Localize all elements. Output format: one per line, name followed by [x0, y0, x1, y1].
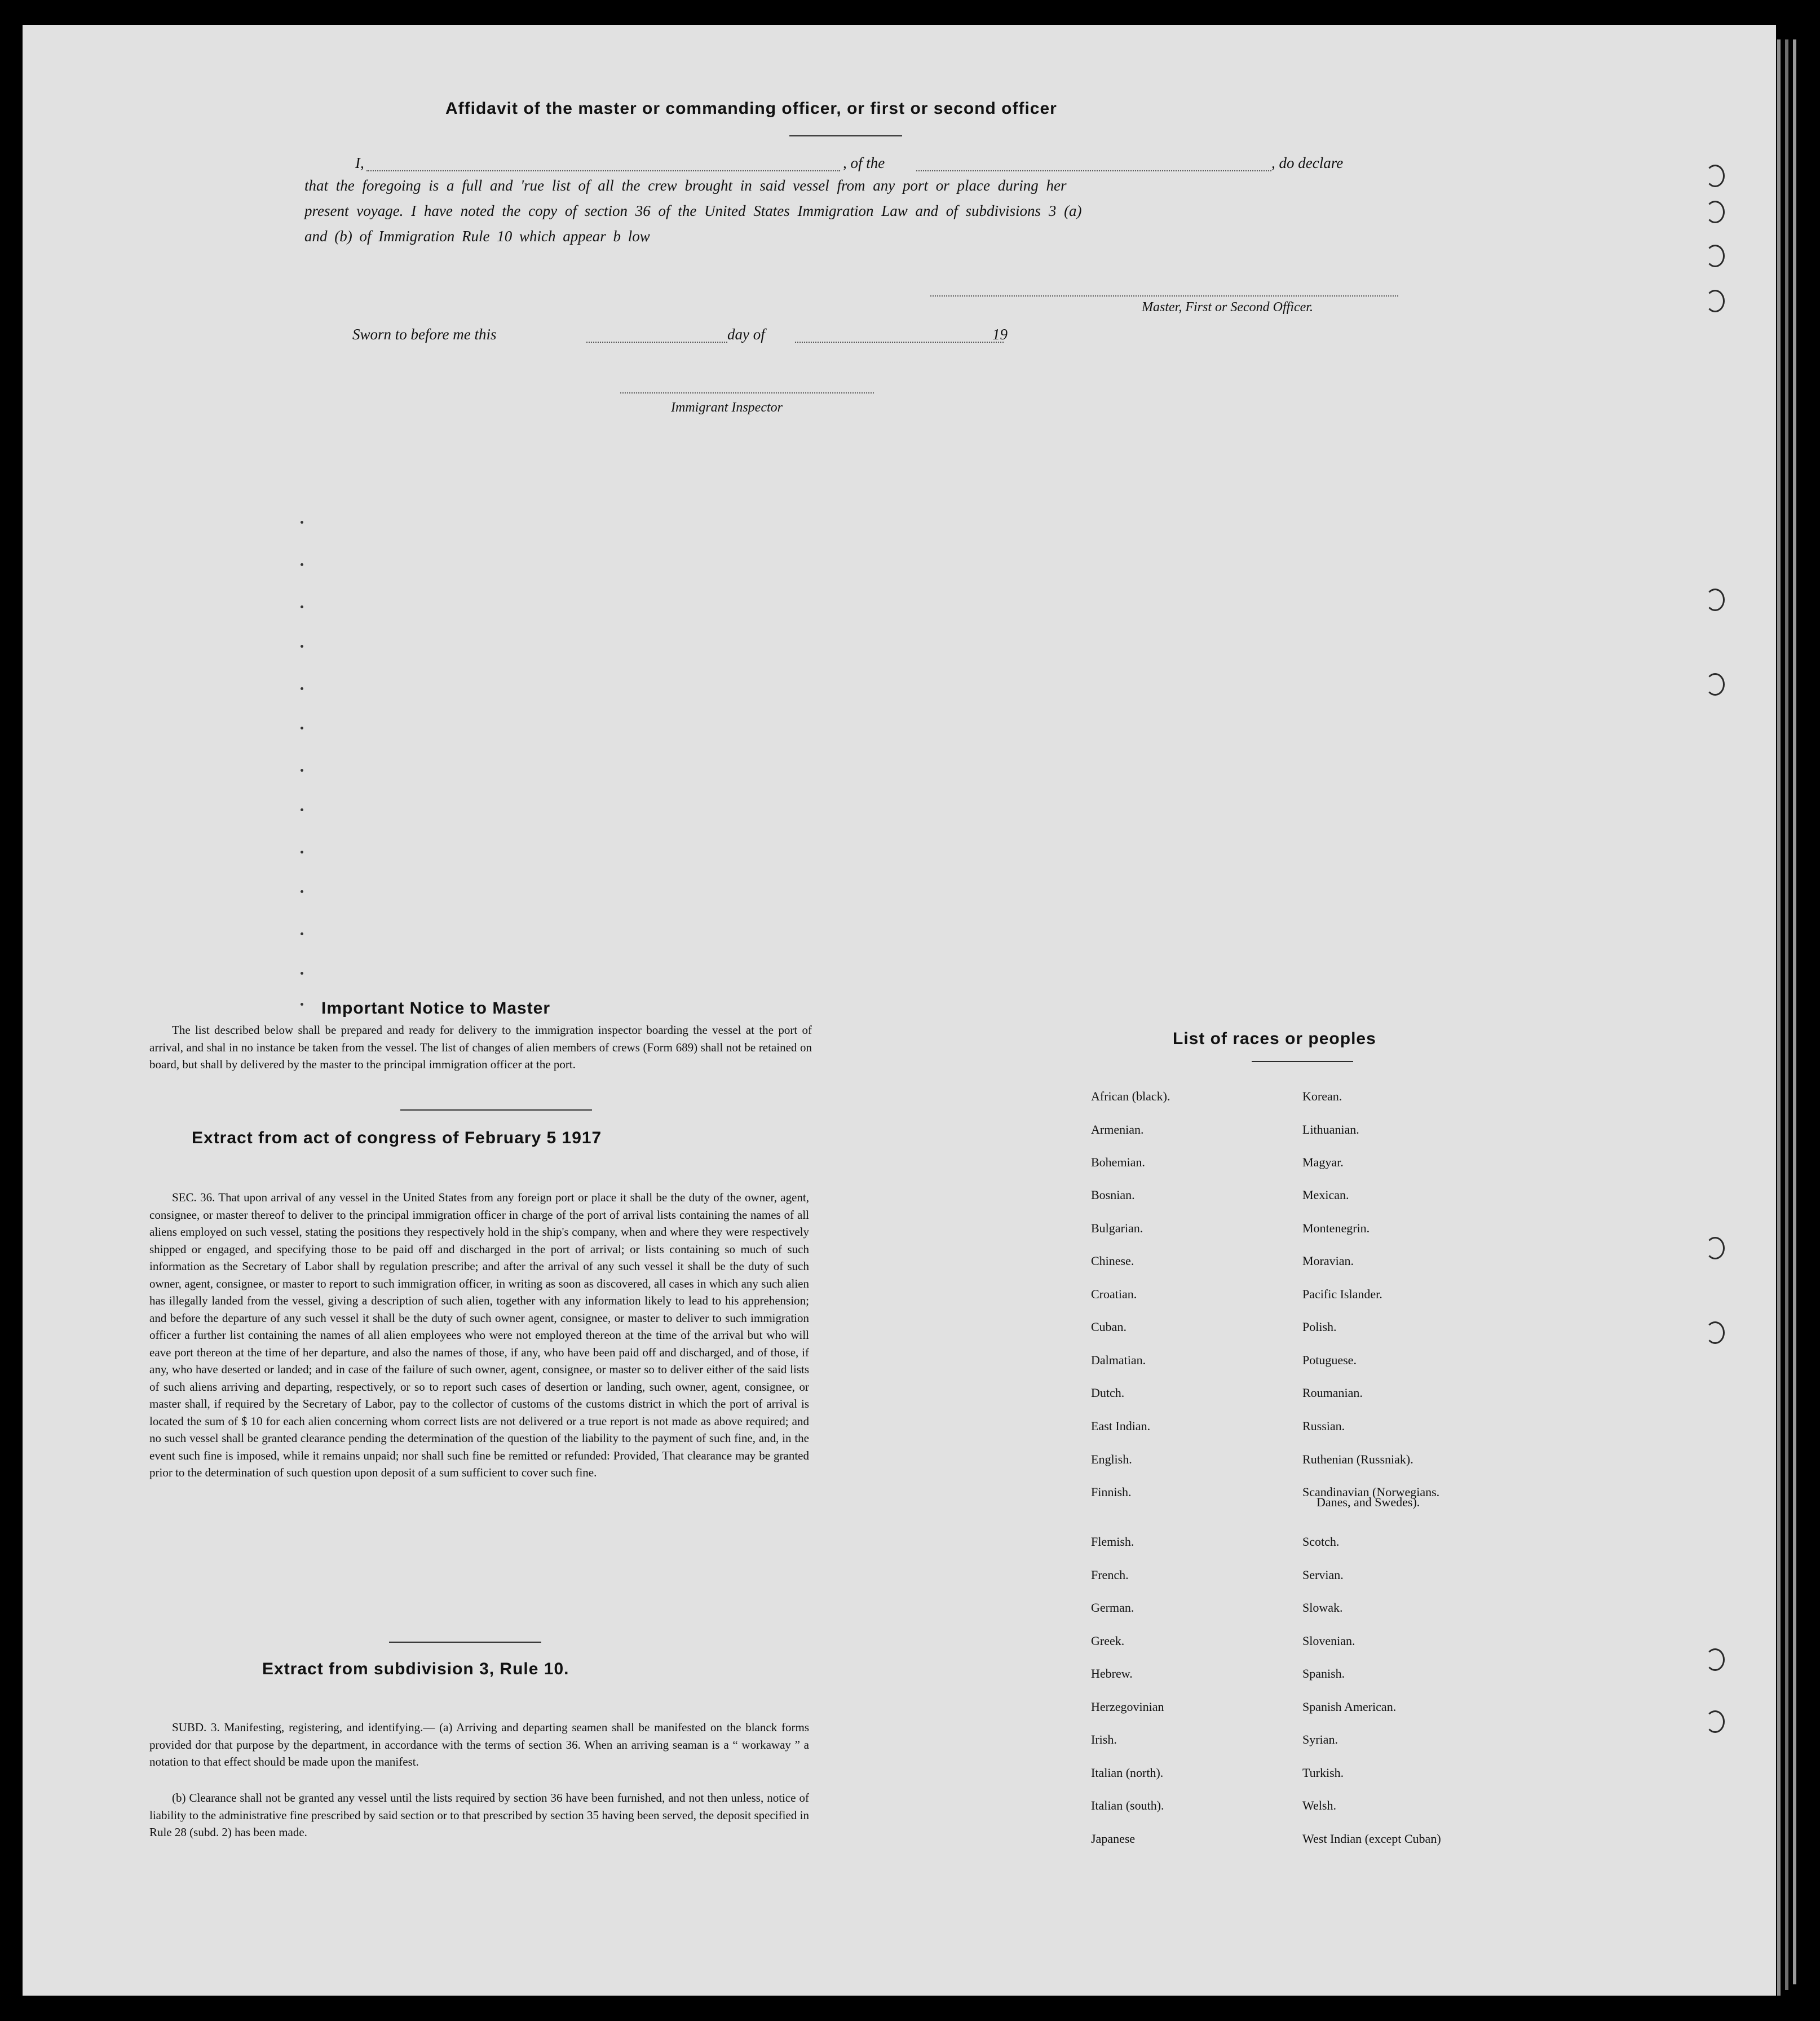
binder-hole: [1706, 1648, 1725, 1671]
race-item-right-9: Potuguese.: [1302, 1353, 1357, 1367]
race-item-right-18: Spanish.: [1302, 1666, 1345, 1681]
act-extract-title: Extract from act of congress of February 5 1917: [192, 1129, 602, 1147]
margin-dot: [301, 727, 303, 729]
race-item-right-7: Pacific Islander.: [1302, 1287, 1382, 1301]
margin-dot: [301, 1003, 303, 1006]
race-item-left-20: Irish.: [1091, 1732, 1117, 1746]
race-item-right-12: Ruthenian (Russniak).: [1302, 1452, 1413, 1466]
race-item-right-4: Mexican.: [1302, 1188, 1349, 1202]
race-item-left-17: Greek.: [1091, 1634, 1125, 1648]
race-item-right-2: Lithuanian.: [1302, 1122, 1359, 1136]
binder-hole: [1706, 1237, 1725, 1259]
race-item-right-17: Slovenian.: [1302, 1634, 1355, 1648]
act-extract-rule: [389, 1642, 541, 1643]
race-item-right-13: Scandinavian (Norwegians.: [1302, 1485, 1440, 1499]
notice-text: The list described below shall be prepared and ready for delivery to the immigration inspector boarding the vessel at the port of arrival, and shal in no instance be taken from the vessel. The list of changes of alien members of crews (Form 689) shall not be retained on board, but shall by delivered by the master to the principal immigration officer at the port.: [149, 1023, 812, 1071]
race-item-left-12: English.: [1091, 1452, 1132, 1466]
binder-hole: [1706, 201, 1725, 223]
margin-dot: [301, 687, 303, 690]
margin-dot: [301, 972, 303, 975]
affidavit-line-4: and (b) of Immigration Rule 10 which appear b low: [304, 228, 650, 245]
act-extract-text: SEC. 36. That upon arrival of any vessel in the United States from any foreign port or place it shall be the duty of the owner, agent, consignee, or master thereof to deliver to the principal immigration officer in charge of the port of arrival lists containing the names of all aliens employed on such vessel, stating the positions they respectively hold in the ship's company, when and where they were respectively shipped or engaged, and specifying those to be paid off and discharged in the port of arrival; or lists containing so much of such information as the Secretary of Labor shall by regulation prescribe; and after the arrival of any such vessel it shall be the duty of such owner, agent, consignee, or master to report to such immigration officer, in writing as soon as discovered, all cases in which any such alien has illegally landed from the vessel, giving a description of such alien, together with any information likely to lead to his apprehension; and before the departure of any such vessel it shall be the duty of such owner agent, consignee, or master to deliver to such immigration officer a further list containing the names of all alien employees who were not employed thereon at the time of the arrival but who will eave port thereon at the time of her departure, and also the names of those, if any, who have been paid off and discharged, and of those, if any, who have deserted or landed; and in case of the failure of such owner, agent, consignee, or master so to deliver either of the said lists of such aliens arriving and departing, respectively, or so to report such cases of desertion or landing, such owner, agent, consignee, or master shall, if required by the Secretary of Labor, pay to the collector of customs of the customs district in which the port of arrival is located the sum of $ 10 for each alien concerning whom correct lists are not delivered or a true report is not made as above required; and no such vessel shall be granted clearance pending the determination of the question of the liability to the payment of such fine, and, in the event such fine is imposed, while it remains unpaid; nor shall such fine be remitted or refunded: Provided, That clearance may be granted prior to the determination of such question upon deposit of a sum sufficient to cover such fine.: [149, 1191, 809, 1479]
master-name-field[interactable]: [366, 170, 840, 171]
race-item-right-23: West Indian (except Cuban): [1302, 1832, 1441, 1846]
race-item-left-10: Dutch.: [1091, 1386, 1125, 1400]
binder-hole: [1706, 1710, 1725, 1733]
race-item-left-5: Bulgarian.: [1091, 1221, 1143, 1235]
rule-extract-para-a: SUBD. 3. Manifesting, registering, and identifying.— (a) Arriving and departing seamen shall be manifested on the blanck forms provided dor that purpose by the department, in accordance with the terms of section 36. When an arriving seaman is a “ workaway ” a notation to that effect should be made upon the manifest.: [149, 1721, 809, 1768]
race-item-left-23: Japanese: [1091, 1832, 1136, 1846]
affidavit-line-2: that the foregoing is a full and 'rue list of all the crew brought in said vessel from any port or place during her: [304, 177, 1067, 194]
race-item-right-21: Turkish.: [1302, 1766, 1344, 1780]
race-item-right-5: Montenegrin.: [1302, 1221, 1370, 1235]
page-edge-2: [1785, 39, 1788, 1990]
race-item-right-8: Polish.: [1302, 1320, 1337, 1334]
races-title-rule: [1252, 1061, 1353, 1062]
race-item-right-22: Welsh.: [1302, 1798, 1336, 1812]
rule-extract-para-b: (b) Clearance shall not be granted any vessel until the lists required by section 36 have been furnished, and not then unless, notice of liability to the administrative fine prescribed by said section or to that prescribed by section 35 having been served, the deposit specified in Rule 28 (subd. 2) has been made.: [149, 1791, 809, 1839]
margin-dot: [301, 932, 303, 935]
margin-dot: [301, 563, 303, 566]
rule-extract-title: Extract from subdivision 3, Rule 10.: [262, 1660, 569, 1678]
binder-hole: [1706, 589, 1725, 611]
race-item-right-11: Russian.: [1302, 1419, 1345, 1433]
page-edge-1: [1777, 39, 1781, 1996]
inspector-signature-field[interactable]: [620, 392, 874, 393]
master-signature-field[interactable]: [930, 295, 1398, 297]
margin-dot: [301, 769, 303, 772]
race-item-left-3: Bohemian.: [1091, 1155, 1145, 1169]
affidavit-do-declare: , do declare: [1271, 154, 1344, 171]
race-item-right-19: Spanish American.: [1302, 1700, 1397, 1714]
race-item-left-7: Croatian.: [1091, 1287, 1137, 1301]
binder-hole: [1706, 1321, 1725, 1344]
margin-dot: [301, 521, 303, 524]
margin-dot: [301, 645, 303, 648]
race-item-right-15: Servian.: [1302, 1568, 1344, 1582]
race-item-left-16: German.: [1091, 1600, 1134, 1615]
race-item-left-9: Dalmatian.: [1091, 1353, 1146, 1367]
sworn-prefix: Sworn to before me this: [352, 326, 497, 343]
race-item-left-21: Italian (north).: [1091, 1766, 1164, 1780]
race-item-left-1: African (black).: [1091, 1089, 1170, 1103]
page-edge-3: [1793, 39, 1796, 1984]
race-continuation: Danes, and Swedes).: [1317, 1495, 1420, 1509]
master-signature-label: Master, First or Second Officer.: [1142, 300, 1313, 315]
sworn-month-field[interactable]: [795, 342, 1004, 343]
margin-dot: [301, 605, 303, 608]
notice-rule: [400, 1109, 592, 1111]
race-item-right-1: Korean.: [1302, 1089, 1342, 1103]
notice-title: Important Notice to Master: [321, 999, 551, 1018]
race-item-right-16: Slowak.: [1302, 1600, 1343, 1615]
margin-dot: [301, 851, 303, 853]
affidavit-of-the: , of the: [843, 154, 885, 171]
affidavit-line-3: present voyage. I have noted the copy of section 36 of the United States Immigration Law and of subdivisions 3 (a): [304, 202, 1082, 219]
race-item-right-6: Moravian.: [1302, 1254, 1354, 1268]
race-item-right-3: Magyar.: [1302, 1155, 1344, 1169]
document-page: [23, 25, 1776, 1996]
race-item-left-18: Hebrew.: [1091, 1666, 1133, 1681]
margin-dot: [301, 808, 303, 811]
affidavit-title-rule: [789, 135, 902, 136]
race-item-left-8: Cuban.: [1091, 1320, 1127, 1334]
sworn-day-of: day of: [727, 326, 765, 343]
race-item-left-15: French.: [1091, 1568, 1129, 1582]
race-item-right-14: Scotch.: [1302, 1534, 1340, 1549]
margin-dot: [301, 890, 303, 893]
sworn-year: 19: [992, 326, 1008, 343]
sworn-day-field[interactable]: [586, 342, 727, 343]
race-item-left-13: Finnish.: [1091, 1485, 1132, 1499]
race-item-left-6: Chinese.: [1091, 1254, 1134, 1268]
affidavit-title: Affidavit of the master or commanding officer, or first or second officer: [445, 99, 1057, 118]
affidavit-i: I,: [355, 154, 364, 171]
race-item-right-10: Roumanian.: [1302, 1386, 1363, 1400]
race-item-left-14: Flemish.: [1091, 1534, 1134, 1549]
race-item-left-19: Herzegovinian: [1091, 1700, 1164, 1714]
race-item-right-20: Syrian.: [1302, 1732, 1338, 1746]
race-item-left-2: Armenian.: [1091, 1122, 1144, 1136]
binder-hole: [1706, 673, 1725, 696]
race-item-left-4: Bosnian.: [1091, 1188, 1135, 1202]
races-title: List of races or peoples: [1173, 1029, 1376, 1048]
race-item-left-11: East Indian.: [1091, 1419, 1151, 1433]
inspector-label: Immigrant Inspector: [671, 400, 783, 415]
vessel-name-field[interactable]: [916, 170, 1271, 171]
binder-hole: [1706, 290, 1725, 312]
binder-hole: [1706, 165, 1725, 187]
binder-hole: [1706, 245, 1725, 267]
race-item-left-22: Italian (south).: [1091, 1798, 1164, 1812]
